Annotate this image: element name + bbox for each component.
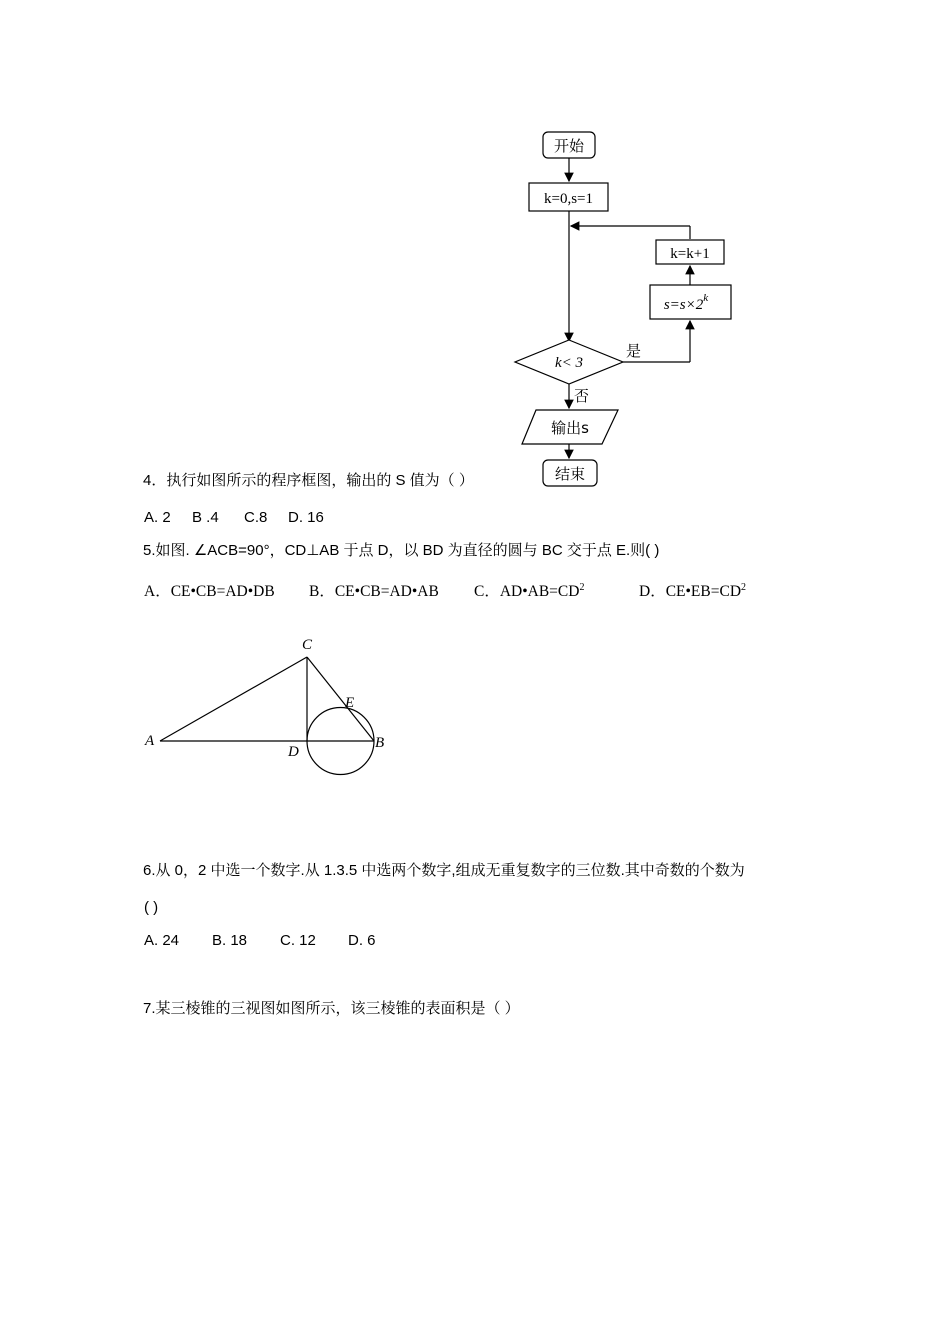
condition-label: k< 3 (554, 355, 584, 371)
q5-option-b: B．CE•CB=AD•AB (309, 583, 439, 601)
init-label: k=0,s=1 (543, 191, 594, 207)
q4-option-a: A. 2 (144, 509, 171, 526)
q5-option-c: C．$AD•AB=CD^2$ (474, 582, 585, 601)
q6-option-b: B. 18 (212, 932, 248, 949)
label-b: B (375, 735, 385, 751)
q4-options (144, 508, 324, 528)
q4-option-b: B .4 (192, 509, 219, 526)
q6-option-c: C. 12 (280, 932, 316, 949)
update-s-exponent: k (703, 292, 709, 304)
q7-stem: 7.某三棱锥的三视图如图所示，该三棱锥的表面积是（ ） (143, 1000, 520, 1017)
label-c: C (302, 637, 313, 653)
update-k-label: k=k+1 (670, 246, 710, 262)
q6-paren: ( ) (144, 899, 159, 916)
q5-option-a: A．CE•CB=AD•DB (144, 583, 275, 601)
flowchart (500, 125, 760, 495)
q4-option-d: D. 16 (288, 509, 324, 526)
segment-cb (307, 657, 374, 741)
output-label: 输出s (551, 419, 589, 437)
label-e: E (345, 695, 355, 711)
label-a: A (145, 733, 155, 749)
q6-stem: 6.从 0，2 中选一个数字.从 1.3.5 中选两个数字,组成无重复数字的三位数.其中奇数的个数为 (143, 862, 745, 879)
q6-options (144, 931, 376, 951)
q5-options (144, 578, 746, 602)
q6-option-a: A. 24 (144, 932, 180, 949)
q4-option-c: C.8 (244, 509, 268, 526)
segment-ac (160, 657, 307, 741)
end-label: 结束 (554, 465, 586, 483)
label-d: D (288, 744, 299, 760)
update-s-label: $s=s\times 2^k$ (663, 292, 709, 313)
yes-label: 是 (626, 342, 642, 360)
q4-stem: 4．执行如图所示的程序框图，输出的 S 值为（ ） (143, 472, 474, 489)
q5-option-d: D．$CE•EB=CD^2$ (639, 582, 747, 601)
q5-stem: 5.如图. ∠ACB=90°，CD⊥AB 于点 D，以 BD 为直径的圆与 BC 交于点 E.则( ) (143, 542, 660, 559)
no-label: 否 (574, 387, 590, 405)
start-label: 开始 (553, 137, 585, 155)
geometry-figure (135, 628, 405, 788)
q6-option-d: D. 6 (348, 932, 376, 949)
